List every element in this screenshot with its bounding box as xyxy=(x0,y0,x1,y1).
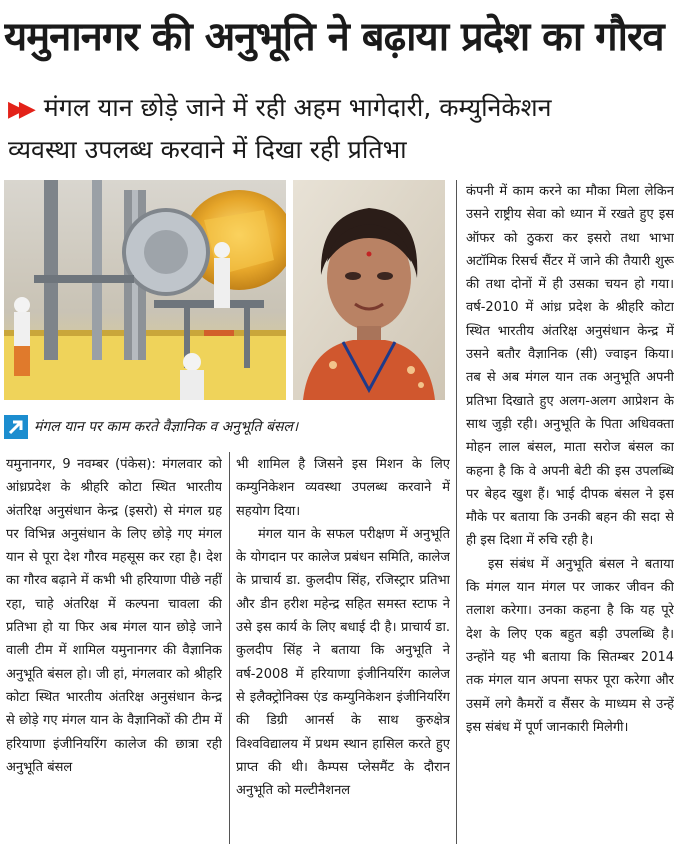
photo-caption xyxy=(4,410,456,444)
article-column-1 xyxy=(6,453,222,845)
anubhuti-portrait-photo xyxy=(293,180,445,400)
article-column-2 xyxy=(236,453,450,845)
column-divider xyxy=(456,180,457,844)
article-paragraph: मंगल यान के सफल परीक्षण में अनुभूति के योगदान पर कालेज प्रबंधन समिति, कालेज के प्राचार्य डा. कुलदीप सिंह, रजिस्ट्रार प्रतिभा और डीन हरीश महेन्द्र सहित समस्त स्टाफ ने उसे इस कार्य के लिए बधाई दी है। प्राचार्य डा. कुलदीप सिंह ने बताया कि अनुभूति ने वर्ष-2008 में हरियाणा इंजीनियरिंग कालेज से इलैक्ट्रोनिक्स एंड कम्युनिकेशन इंजीनियरिंग की डिग्री आनर्स के साथ कुरुक्षेत्र विश्वविद्यालय में प्रथम स्थान हासिल करते हुए प्राप्त की थी। कैम्पस प्लेसमैंट के दौरान अनुभूति को मल्टीनैशनल xyxy=(236,526,450,799)
article-paragraph: भी शामिल है जिसने इस मिशन के लिए कम्युनिकेशन व्यवस्था उपलब्ध करवाने में सहयोग दिया। xyxy=(236,457,450,519)
article-paragraph: यमुनानगर, 9 नवम्बर (पंकेस): मंगलवार को आंध्रप्रदेश के श्रीहरि कोटा स्थित भारतीय अंतरिक्ष अनुसंधान केन्द्र (इसरो) से मंगल ग्रह पर विभिन्न अनुसंधान के लिए छोड़े गए मंगल यान से पूरा देश गौरव महसूस कर रहा है। देश का गौरव बढ़ाने में कभी भी हरियाणा पीछे नहीं रहा, चाहे अंतरिक्ष में कल्पना चावला की प्रतिभा हो या फिर अब मंगल यान छोड़े जाने वाली टीम में शामिल यमुनानगर की वैज्ञानिक अनुभूति बंसल हो। जी हां, मंगलवार को श्रीहरि कोटा स्थित भारतीय अंतरिक्ष अनुसंधान केन्द्र से छोड़े गए मंगल यान के वैज्ञानिकों की टीम में हरियाणा इंजीनियरिंग कालेज की छात्रा रही अनुभूति बंसल xyxy=(6,457,222,775)
article-column-3 xyxy=(466,180,674,846)
column-divider xyxy=(229,452,230,844)
arrow-up-right-icon xyxy=(4,415,28,439)
caption-text: मंगल यान पर काम करते वैज्ञानिक व अनुभूति बंसल। xyxy=(34,419,299,435)
subheadline xyxy=(8,88,672,170)
subhead-line-2: व्यवस्था उपलब्ध करवाने में दिखा रही प्रतिभा xyxy=(8,135,407,164)
subhead-line-1-text: मंगल यान छोड़े जाने में रही अहम भागेदारी, कम्युनिकेशन xyxy=(43,93,552,122)
article-paragraph: कंपनी में काम करने का मौका मिला लेकिन उसने राष्ट्रीय सेवा को ध्यान में रखते हुए इस ऑफर को ठुकरा कर इसरो तथा भाभा अटॉमिक रिसर्च सैंटर में जाने की तैयारी शुरू की तथा दोनों में ही उसका चयन हो गया। वर्ष-2010 में आंध्र प्रदेश के श्रीहरि कोटा स्थित भारतीय अंतरिक्ष अनुसंधान केन्द्र में उसने बतौर वैज्ञानिक (सी) ज्वाइन किया। तब से अब मंगल यान तक अनुभूति अपनी प्रतिभा दिखाते हुए अलग-अलग आप्रेशन के साथ जुड़ी रही। अनुभूति के पिता अधिवक्ता मोहन लाल बंसल, माता सरोज बंसल का कहना है कि वे अपनी बेटी की इस उपलब्धि पर बेहद खुश हैं। भाई दीपक बंसल ने इस मौके पर बताया कि उनकी बहन की सदा से ही इस दिशा में रुचि रही है। xyxy=(466,184,674,549)
double-arrow-icon: ▶▶ xyxy=(8,97,30,122)
headline: यमुनानगर की अनुभूति ने बढ़ाया प्रदेश का गौरव xyxy=(4,14,664,60)
subhead-line-1 xyxy=(8,88,672,130)
article-paragraph: इस संबंध में अनुभूति बंसल ने बताया कि मंगल यान मंगल पर जाकर जीवन की तलाश करेगा। उनका कहना है कि यह पूरे देश के लिए एक बहुत बड़ी उपलब्धि है। उन्होंने यह भी बताया कि सितम्बर 2014 तक मंगल यान अपना सफर पूरा करेगा और उसमें लगे कैमरों व सैंसर के माध्यम से उन्हें इस संबंध में पूर्ण जानकारी मिलेगी। xyxy=(466,556,674,735)
spacecraft-lab-photo xyxy=(4,180,286,400)
